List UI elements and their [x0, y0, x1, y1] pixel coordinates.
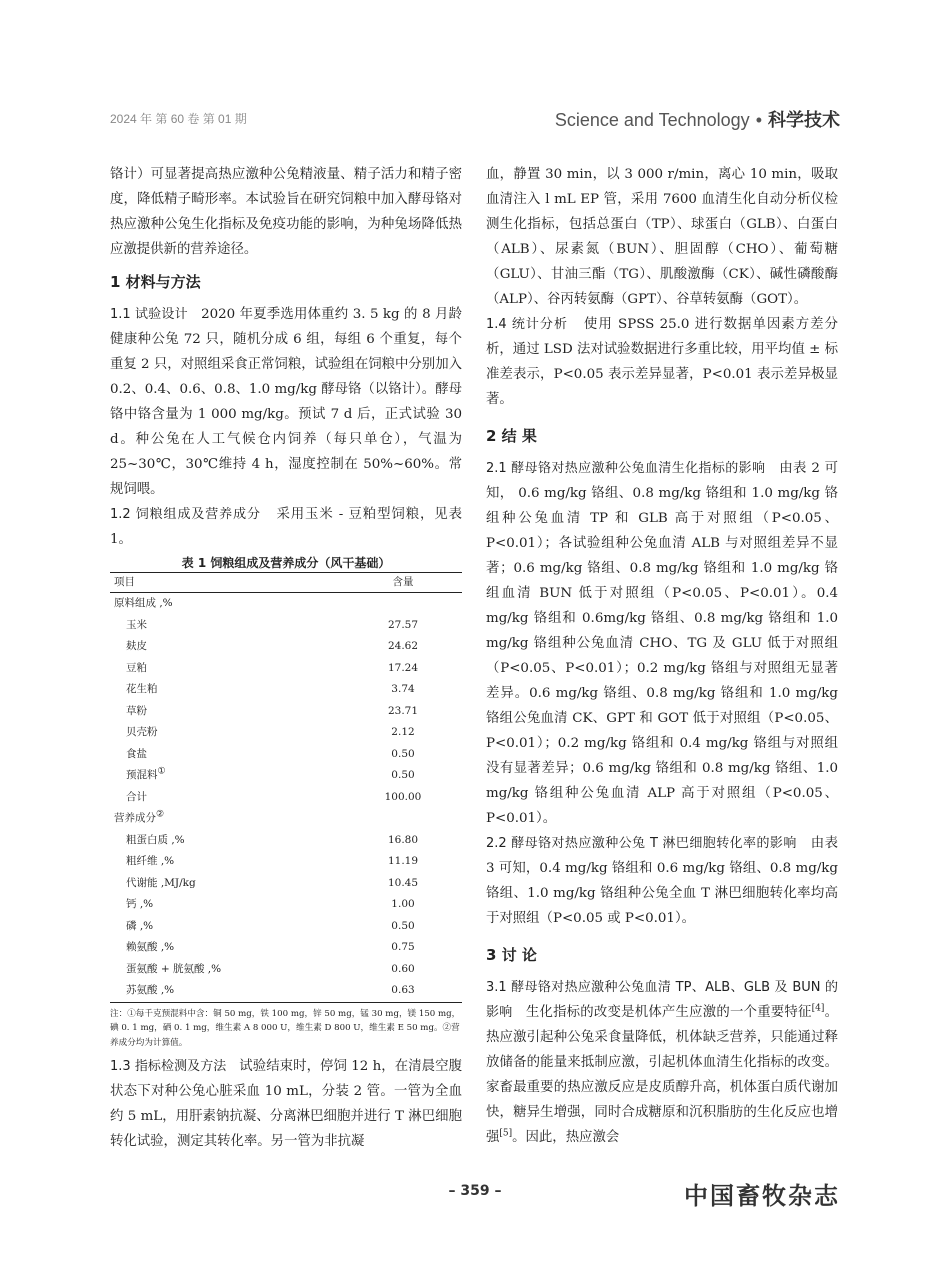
- row-value: 11.19: [387, 855, 419, 867]
- table-row: [110, 722, 462, 744]
- row-name: 花生粕: [126, 683, 158, 695]
- group-label-nutrients: [110, 808, 462, 830]
- table-row: [110, 744, 462, 766]
- table-title: 表 1 饲粮组成及营养成分（风干基础）: [181, 556, 391, 570]
- row-name: 合计: [126, 790, 147, 803]
- subsection-text-3-1b: 。热应激引起种公兔采食量降低，机体缺乏营养，只能通过释放储备的能量来抵制应激，引起机体血清生化指标的改变。家畜最重要的热应激反应是皮质醇升高，机体蛋白质代谢加快，糖异生增强，同时合成糖原和沉积脂肪的生化反应也增强: [486, 1005, 838, 1145]
- premix-footnote-mark: ①: [157, 766, 166, 777]
- row-value: 3.74: [391, 683, 415, 695]
- table-header-value: 含量: [344, 573, 462, 593]
- row-value: 0.75: [391, 941, 415, 953]
- brand-separator: •: [755, 110, 762, 130]
- row-value: 0.50: [391, 747, 415, 760]
- feed-composition-table: [110, 572, 462, 1003]
- table-row: [110, 701, 462, 723]
- table-row: [110, 851, 462, 873]
- subsection-label-3-1: 3.1 酵母铬对热应激种公兔血清 TP、ALB、GLB 及 BUN 的影响: [486, 980, 838, 1020]
- table-row: [110, 636, 462, 658]
- subsection-text-1-4: 使用 SPSS 25.0 进行数据单因素方差分析，通过 LSD 法对试验数据进行多重比较，用平均值 ± 标准差表示，P<0.05 表示差异显著，P<0.01 表示差异极显著。: [486, 317, 838, 407]
- row-name-premix: [110, 765, 344, 787]
- row-value: 0.50: [391, 919, 415, 932]
- paragraph-1-4: [486, 312, 838, 412]
- row-name: 麸皮: [126, 640, 147, 652]
- table-group-row: [110, 593, 462, 615]
- journal-brand: [555, 106, 840, 132]
- row-value: 0.50: [391, 769, 415, 781]
- table-row: [110, 830, 462, 852]
- paragraph-3-1: [486, 975, 838, 1150]
- brand-english: Science and Technology: [554, 110, 750, 130]
- subsection-text-2-1: 由表 2 可知， 0.6 mg/kg 铬组、0.8 mg/kg 铬组和 1.0 mg/kg 铬组种公兔血清 TP 和 GLB 高于对照组（P<0.05、P<0.01）；各试验组种公兔血清 ALB 与对照组差异不显著；0.6 mg/kg 铬组、0.8 mg/kg 铬组和 1.0 mg/kg 铬组血清 BUN 低于对照组（P<0.05、P<0.01）。0.4 mg/kg 铬组和 0.6mg/kg 铬组、0.8 mg/kg 铬组和 1.0 mg/kg 铬组种公兔血清 CHO、TG 及 GLU 低于对照组（P<0.05、P<0.01）；0.2 mg/kg 铬组与对照组无显著差异。0.6 mg/kg 铬组、0.8 mg/kg 铬组和 1.0 mg/kg 铬组公兔血清 CK、GPT 和 GOT 低于对照组（P<0.05、P<0.01）；0.2 mg/kg 铬组和 0.4 mg/kg 铬组与对照组没有显著差异；0.6 mg/kg 铬组和 0.8 mg/kg 铬组、1.0 mg/kg 铬组种公兔血清 ALP 高于对照组（P<0.05、P<0.01）。: [486, 461, 838, 826]
- paragraph-1-2: [110, 502, 462, 552]
- table-row: [110, 765, 462, 787]
- table-row: [110, 937, 462, 959]
- subsection-label-1-3: 1.3 指标检测及方法: [110, 1059, 227, 1074]
- table-row: [110, 658, 462, 680]
- subsection-text-2-2: 由表 3 可知，0.4 mg/kg 铬组和 0.6 mg/kg 铬组、0.8 mg/kg 铬组、1.0 mg/kg 铬组种公兔全血 T 淋巴细胞转化率均高于对照组（P<0.05 或 P<0.01）。: [486, 836, 839, 926]
- row-value: 24.62: [387, 640, 419, 652]
- section-heading-discussion: 3 讨 论: [486, 946, 537, 964]
- table-header-item: 项目: [110, 573, 344, 593]
- premix-name: 预混料: [126, 769, 158, 781]
- row-value: 27.57: [387, 618, 419, 631]
- nutrients-footnote-mark: ②: [156, 809, 165, 820]
- table-row: [110, 787, 462, 809]
- row-value: 2.12: [391, 726, 415, 738]
- subsection-label-2-1: 2.1 酵母铬对热应激种公兔血清生化指标的影响: [486, 461, 766, 476]
- citation-5: [5]: [499, 1128, 513, 1139]
- journal-logo: 中国畜牧杂志: [684, 1181, 840, 1210]
- paragraph-1-3: [110, 1054, 462, 1154]
- left-column: [110, 162, 462, 1154]
- row-value: 16.80: [387, 833, 419, 846]
- row-name: 草粉: [126, 704, 147, 717]
- paragraph-1-1: [110, 302, 462, 502]
- subsection-label-1-2: 1.2 饲粮组成及营养成分: [110, 507, 261, 522]
- subsection-text-1-1: 2020 年夏季选用体重约 3. 5 kg 的 8 月龄健康种公兔 72 只，随机分成 6 组，每组 6 个重复，每个重复 2 只，对照组采食正常饲粮，试验组在饲粮中分别加入 0.2、0.4、0.6、0.8、1.0 mg/kg 酵母铬（以铬计）。酵母铬中铬含量为 1 000 mg/kg。预试 7 d 后，正式试验 30 d。种公兔在人工气候仓内饲养（每只单仓），气温为 25~30℃，30℃维持 4 h，湿度控制在 50%~60%。常规饲喂。: [110, 307, 462, 497]
- subsection-text-3-1c: 。因此，热应激会: [512, 1130, 620, 1145]
- row-name: 玉米: [126, 618, 147, 631]
- subsection-label-1-4: 1.4 统计分析: [486, 317, 568, 332]
- paragraph-2-2: [486, 831, 838, 931]
- table-note: 注：①每千克预混料中含：铜 50 mg，铁 100 mg，锌 50 mg，锰 30 mg，镁 150 mg，碘 0. 1 mg，硒 0. 1 mg，维生素 A 8 000 U，维生素 D 800 U，维生素 E 50 mg。②营养成分均为计算值。: [110, 1008, 461, 1048]
- paragraph-2-1: [486, 456, 838, 831]
- row-name: 苏氨酸 ,%: [126, 984, 175, 996]
- section-heading-methods: 1 材料与方法: [110, 273, 201, 291]
- row-value: 100.00: [384, 790, 422, 803]
- row-value: 17.24: [387, 661, 419, 674]
- issue-info: 2024 年 第 60 卷 第 01 期: [110, 112, 247, 126]
- row-name: 粗蛋白质 ,%: [126, 833, 185, 846]
- paragraph-1-3-continued: 血，静置 30 min，以 3 000 r/min，离心 10 min，吸取血清注入 l mL EP 管，采用 7600 血清生化自动分析仪检测生化指标，包括总蛋白（TP）、球蛋白（GLB）、白蛋白（ALB）、尿素氮（BUN）、胆固醇（CHO）、葡萄糖（GLU）、甘油三酯（TG）、肌酸激酶（CK）、碱性磷酸酶（ALP）、谷丙转氨酶（GPT）、谷草转氨酶（GOT）。: [486, 167, 838, 307]
- row-name: 食盐: [126, 747, 147, 760]
- subsection-label-1-1: 1.1 试验设计: [110, 307, 188, 322]
- page-number: – 359 –: [448, 1183, 502, 1199]
- subsection-text-1-2: 采用玉米 - 豆粕型饲粮，见表 1。: [110, 507, 462, 547]
- table-row: [110, 615, 462, 637]
- table-row: [110, 894, 462, 916]
- right-column: [486, 162, 838, 1150]
- table-row: [110, 916, 462, 938]
- nutrients-label: 营养成分: [114, 812, 156, 824]
- table-header-row: [110, 573, 462, 593]
- table-row: [110, 959, 462, 981]
- subsection-label-2-2: 2.2 酵母铬对热应激种公兔 T 淋巴细胞转化率的影响: [486, 836, 797, 851]
- row-value: 0.63: [391, 984, 415, 996]
- table-row: [110, 873, 462, 895]
- row-name: 粗纤维 ,%: [126, 855, 175, 867]
- row-name: 代谢能 ,MJ/kg: [126, 876, 196, 889]
- table-group-row: [110, 808, 462, 830]
- row-value: 23.71: [387, 704, 419, 717]
- row-name: 赖氨酸 ,%: [126, 941, 175, 953]
- subsection-text-1-3: 试验结束时，停饲 12 h，在清晨空腹状态下对种公兔心脏采血 10 mL，分装 2 管。一管为全血约 5 mL，用肝素钠抗凝、分离淋巴细胞并进行 T 淋巴细胞转化试验，测定其转化率。另一管为非抗凝: [110, 1059, 462, 1149]
- row-value: 1.00: [391, 898, 415, 910]
- row-value: 0.60: [391, 962, 415, 975]
- intro-paragraph: 铬计）可显著提高热应激种公兔精液量、精子活力和精子密度，降低精子畸形率。本试验旨在研究饲粮中加入酵母铬对热应激种公兔生化指标及免疫功能的影响，为种兔场降低热应激提供新的营养途径。: [110, 167, 462, 257]
- row-name: 磷 ,%: [126, 919, 154, 932]
- row-name: 豆粕: [126, 661, 147, 674]
- table-row: [110, 679, 462, 701]
- brand-chinese: 科学技术: [768, 110, 840, 130]
- group-label-ingredients: 原料组成 ,%: [114, 597, 173, 609]
- citation-4: [4]: [811, 1003, 825, 1014]
- row-name: 钙 ,%: [126, 898, 154, 910]
- section-heading-results: 2 结 果: [486, 427, 537, 445]
- row-name: 贝壳粉: [126, 726, 158, 738]
- row-name: 蛋氨酸 + 胱氨酸 ,%: [126, 962, 222, 975]
- table-row: [110, 980, 462, 1002]
- subsection-text-3-1a: 生化指标的改变是机体产生应激的一个重要特征: [525, 1005, 812, 1020]
- row-value: 10.45: [387, 876, 419, 889]
